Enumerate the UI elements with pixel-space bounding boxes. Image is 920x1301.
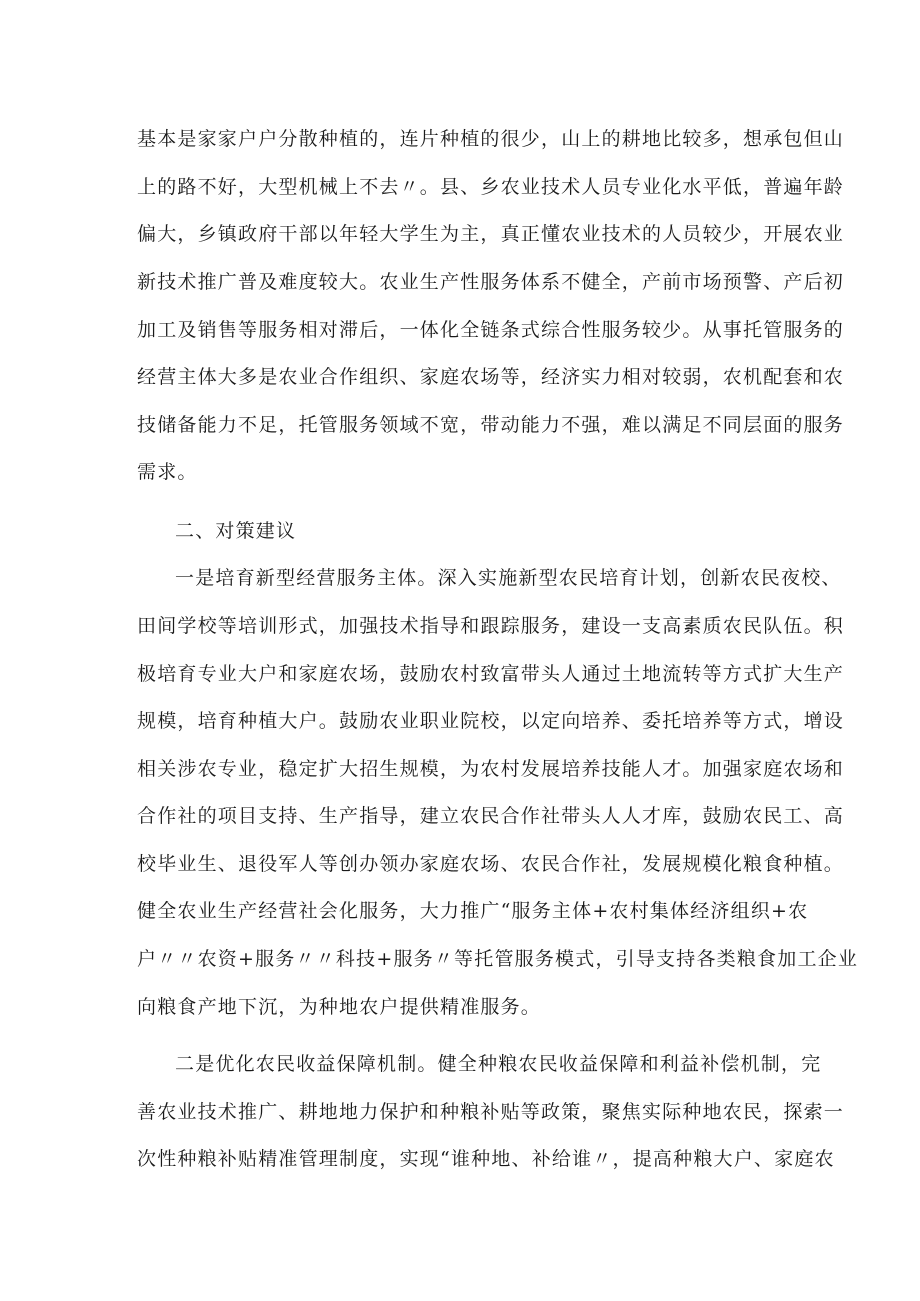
paragraph-2-line-2: 田间学校等培训形式，加强技术指导和跟踪服务，建设一支高素质农民队伍。积 bbox=[137, 615, 845, 637]
paragraph-3-line-3: 次性种粮补贴精准管理制度，实现“谁种地、补给谁〃，提高种粮大户、家庭农 bbox=[137, 1148, 835, 1170]
paragraph-2-line-4: 规模，培育种植大户。鼓励农业职业院校，以定向培养、委托培养等方式，增设 bbox=[137, 710, 845, 732]
paragraph-1-line-2: 上的路不好，大型机械上不去〃。县、乡农业技术人员专业化水平低，普遍年龄 bbox=[137, 176, 845, 198]
paragraph-2-line-10: 向粮食产地下沉，为种地农户提供精准服务。 bbox=[137, 996, 542, 1018]
paragraph-3-line-1: 二是优化农民收益保障机制。健全种粮农民收益保障和利益补偿机制，完 bbox=[175, 1053, 822, 1075]
section-heading: 二、对策建议 bbox=[175, 520, 297, 542]
paragraph-1-line-7: 技储备能力不足，托管服务领域不宽，带动能力不强，难以满足不同层面的服务 bbox=[137, 414, 845, 436]
paragraph-2-line-7: 校毕业生、退役军人等创办领办家庭农场、农民合作社，发展规模化粮食种植。 bbox=[137, 853, 845, 875]
paragraph-1-line-1: 基本是家家户户分散种植的，连片种植的很少，山上的耕地比较多，想承包但山 bbox=[137, 128, 845, 150]
paragraph-2-line-5: 相关涉农专业，稳定扩大招生规模，为农村发展培养技能人才。加强家庭农场和 bbox=[137, 758, 845, 780]
paragraph-1-line-5: 加工及销售等服务相对滞后，一体化全链条式综合性服务较少。从事托管服务的 bbox=[137, 319, 845, 341]
paragraph-1-line-3: 偏大，乡镇政府干部以年轻大学生为主，真正懂农业技术的人员较少，开展农业 bbox=[137, 223, 845, 245]
paragraph-3-line-2: 善农业技术推广、耕地地力保护和种粮补贴等政策，聚焦实际种地农民，探索一 bbox=[137, 1101, 845, 1123]
paragraph-2-line-6: 合作社的项目支持、生产指导，建立农民合作社带头人人才库，鼓励农民工、高 bbox=[137, 805, 845, 827]
paragraph-2-line-3: 极培育专业大户和家庭农场，鼓励农村致富带头人通过土地流转等方式扩大生产 bbox=[137, 663, 845, 685]
paragraph-2-line-1: 一是培育新型经营服务主体。深入实施新型农民培育计划，创新农民夜校、 bbox=[175, 567, 842, 589]
paragraph-1-line-8: 需求。 bbox=[137, 461, 198, 483]
paragraph-1-line-6: 经营主体大多是农业合作组织、家庭农场等，经济实力相对较弱，农机配套和农 bbox=[137, 366, 845, 388]
paragraph-2-line-9: 户〃〃农资+服务〃〃科技+服务〃等托管服务模式，引导支持各类粮食加工企业 bbox=[137, 948, 859, 970]
paragraph-2-line-8: 健全农业生产经营社会化服务，大力推广“服务主体+农村集体经济组织+农 bbox=[137, 900, 809, 922]
paragraph-1-line-4: 新技术推广普及难度较大。农业生产性服务体系不健全，产前市场预警、产后初 bbox=[137, 271, 845, 293]
